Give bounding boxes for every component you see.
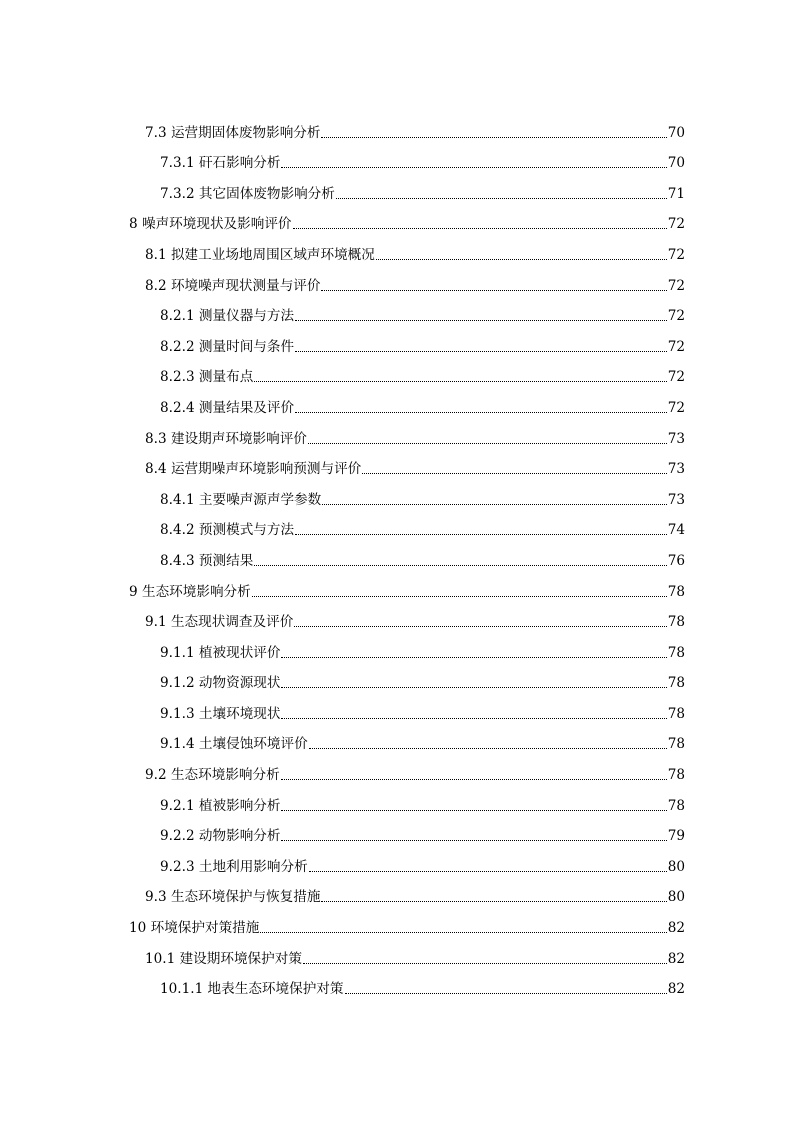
toc-entry-page-number: 73 bbox=[667, 491, 685, 508]
toc-entry[interactable] bbox=[0, 510, 800, 541]
toc-entry-page-number: 73 bbox=[667, 430, 685, 447]
toc-entry-page-number: 80 bbox=[667, 889, 685, 906]
toc-entry-title: 8.3 建设期声环境影响评价 bbox=[145, 430, 307, 447]
toc-dot-leader bbox=[293, 227, 667, 229]
toc-entry-page-number: 78 bbox=[667, 736, 685, 753]
toc-entry-title: 8.2.3 测量布点 bbox=[160, 369, 254, 386]
toc-entry[interactable] bbox=[0, 296, 800, 327]
toc-dot-leader bbox=[295, 411, 667, 413]
toc-entry[interactable] bbox=[0, 173, 800, 204]
toc-dot-leader bbox=[295, 533, 667, 535]
toc-entry-title: 8.2.2 测量时间与条件 bbox=[160, 338, 295, 355]
toc-entry-page-number: 72 bbox=[667, 399, 685, 416]
toc-entry-page-number: 82 bbox=[667, 920, 685, 937]
toc-entry-title: 8.4 运营期噪声环境影响预测与评价 bbox=[145, 461, 362, 478]
toc-dot-leader bbox=[321, 136, 666, 138]
toc-entry-title: 9.2.3 土地利用影响分析 bbox=[160, 858, 308, 875]
toc-entry-page-number: 72 bbox=[667, 369, 685, 386]
toc-entry[interactable] bbox=[0, 234, 800, 265]
toc-entry[interactable] bbox=[0, 846, 800, 877]
toc-dot-leader bbox=[281, 778, 667, 780]
toc-dot-leader bbox=[281, 839, 666, 841]
toc-entry[interactable] bbox=[0, 693, 800, 724]
toc-entry-title: 8 噪声环境现状及影响评价 bbox=[129, 216, 292, 233]
toc-entry[interactable] bbox=[0, 969, 800, 1000]
toc-entry[interactable] bbox=[0, 724, 800, 755]
toc-dot-leader bbox=[281, 809, 666, 811]
toc-dot-leader bbox=[281, 656, 666, 658]
toc-entry-title: 7.3.1 矸石影响分析 bbox=[160, 155, 281, 172]
toc-entry-title: 9.2.1 植被影响分析 bbox=[160, 797, 281, 814]
toc-entry-page-number: 78 bbox=[667, 797, 685, 814]
toc-dot-leader bbox=[254, 564, 666, 566]
toc-entry-title: 7.3 运营期固体废物影响分析 bbox=[145, 124, 321, 141]
toc-entry[interactable] bbox=[0, 540, 800, 571]
toc-entry-title: 10 环境保护对策措施 bbox=[129, 920, 260, 937]
toc-dot-leader bbox=[260, 931, 666, 933]
toc-dot-leader bbox=[294, 625, 666, 627]
toc-dot-leader bbox=[362, 472, 666, 474]
toc-entry[interactable] bbox=[0, 571, 800, 602]
toc-entry-page-number: 78 bbox=[667, 644, 685, 661]
toc-entry-title: 9.1.4 土壤侵蚀环境评价 bbox=[160, 736, 308, 753]
toc-entry[interactable] bbox=[0, 602, 800, 633]
toc-entry-page-number: 72 bbox=[667, 216, 685, 233]
toc-entry-page-number: 78 bbox=[667, 705, 685, 722]
toc-entry-title: 9 生态环境影响分析 bbox=[129, 583, 251, 600]
toc-dot-leader bbox=[321, 900, 666, 902]
toc-entry-page-number: 70 bbox=[667, 124, 685, 141]
toc-entry[interactable] bbox=[0, 907, 800, 938]
toc-entry[interactable] bbox=[0, 265, 800, 296]
toc-entry-page-number: 80 bbox=[667, 858, 685, 875]
toc-entry-page-number: 72 bbox=[667, 308, 685, 325]
toc-entry[interactable] bbox=[0, 204, 800, 235]
toc-entry-title: 9.2.2 动物影响分析 bbox=[160, 828, 281, 845]
toc-entry[interactable] bbox=[0, 632, 800, 663]
toc-entry-page-number: 82 bbox=[667, 950, 685, 967]
toc-entry[interactable] bbox=[0, 877, 800, 908]
toc-entry-title: 9.1.1 植被现状评价 bbox=[160, 644, 281, 661]
toc-entry-title: 8.2 环境噪声现状测量与评价 bbox=[145, 277, 321, 294]
toc-entry-page-number: 76 bbox=[667, 552, 685, 569]
toc-entry-title: 8.1 拟建工业场地周围区域声环境概况 bbox=[145, 246, 375, 263]
toc-entry[interactable] bbox=[0, 387, 800, 418]
toc-entry-title: 7.3.2 其它固体废物影响分析 bbox=[160, 185, 335, 202]
toc-dot-leader bbox=[345, 992, 667, 994]
toc-entry-page-number: 72 bbox=[667, 246, 685, 263]
toc-dot-leader bbox=[309, 870, 667, 872]
toc-entry-page-number: 73 bbox=[667, 461, 685, 478]
toc-entry-page-number: 78 bbox=[667, 675, 685, 692]
toc-entry-title: 8.4.2 预测模式与方法 bbox=[160, 522, 295, 539]
toc-dot-leader bbox=[295, 319, 667, 321]
toc-entry-title: 9.1.3 土壤环境现状 bbox=[160, 705, 281, 722]
toc-entry-title: 9.2 生态环境影响分析 bbox=[145, 767, 280, 784]
toc-dot-leader bbox=[322, 503, 666, 505]
toc-entry[interactable] bbox=[0, 479, 800, 510]
toc-entry-page-number: 78 bbox=[667, 767, 685, 784]
table-of-contents bbox=[0, 112, 800, 999]
toc-entry-page-number: 71 bbox=[667, 185, 685, 202]
toc-entry-page-number: 74 bbox=[667, 522, 685, 539]
toc-entry-page-number: 72 bbox=[667, 338, 685, 355]
toc-dot-leader bbox=[295, 350, 667, 352]
toc-entry[interactable] bbox=[0, 112, 800, 143]
toc-entry[interactable] bbox=[0, 449, 800, 480]
toc-entry-title: 9.3 生态环境保护与恢复措施 bbox=[145, 889, 321, 906]
toc-entry[interactable] bbox=[0, 938, 800, 969]
toc-dot-leader bbox=[281, 717, 666, 719]
toc-entry-title: 9.1.2 动物资源现状 bbox=[160, 675, 281, 692]
toc-entry-page-number: 82 bbox=[667, 981, 685, 998]
toc-entry-page-number: 79 bbox=[667, 828, 685, 845]
toc-entry-title: 10.1.1 地表生态环境保护对策 bbox=[160, 981, 344, 998]
toc-dot-leader bbox=[281, 166, 666, 168]
toc-dot-leader bbox=[336, 197, 667, 199]
toc-dot-leader bbox=[309, 747, 667, 749]
toc-dot-leader bbox=[252, 595, 667, 597]
toc-entry[interactable] bbox=[0, 785, 800, 816]
toc-dot-leader bbox=[281, 686, 666, 688]
toc-entry-title: 8.4.1 主要噪声源声学参数 bbox=[160, 491, 322, 508]
toc-entry[interactable] bbox=[0, 357, 800, 388]
toc-entry-title: 9.1 生态现状调查及评价 bbox=[145, 614, 294, 631]
toc-dot-leader bbox=[254, 380, 666, 382]
toc-entry-title: 10.1 建设期环境保护对策 bbox=[145, 950, 302, 967]
toc-entry-page-number: 70 bbox=[667, 155, 685, 172]
toc-entry-page-number: 78 bbox=[667, 614, 685, 631]
toc-dot-leader bbox=[321, 289, 666, 291]
toc-entry-title: 8.2.1 测量仪器与方法 bbox=[160, 308, 295, 325]
toc-entry[interactable] bbox=[0, 326, 800, 357]
toc-entry[interactable] bbox=[0, 663, 800, 694]
toc-dot-leader bbox=[308, 442, 667, 444]
toc-entry[interactable] bbox=[0, 418, 800, 449]
toc-entry-page-number: 72 bbox=[667, 277, 685, 294]
toc-entry-title: 8.4.3 预测结果 bbox=[160, 552, 254, 569]
toc-entry[interactable] bbox=[0, 143, 800, 174]
toc-dot-leader bbox=[303, 962, 667, 964]
toc-entry-title: 8.2.4 测量结果及评价 bbox=[160, 399, 295, 416]
toc-entry-page-number: 78 bbox=[667, 583, 685, 600]
toc-dot-leader bbox=[376, 258, 667, 260]
toc-entry[interactable] bbox=[0, 754, 800, 785]
toc-entry[interactable] bbox=[0, 816, 800, 847]
